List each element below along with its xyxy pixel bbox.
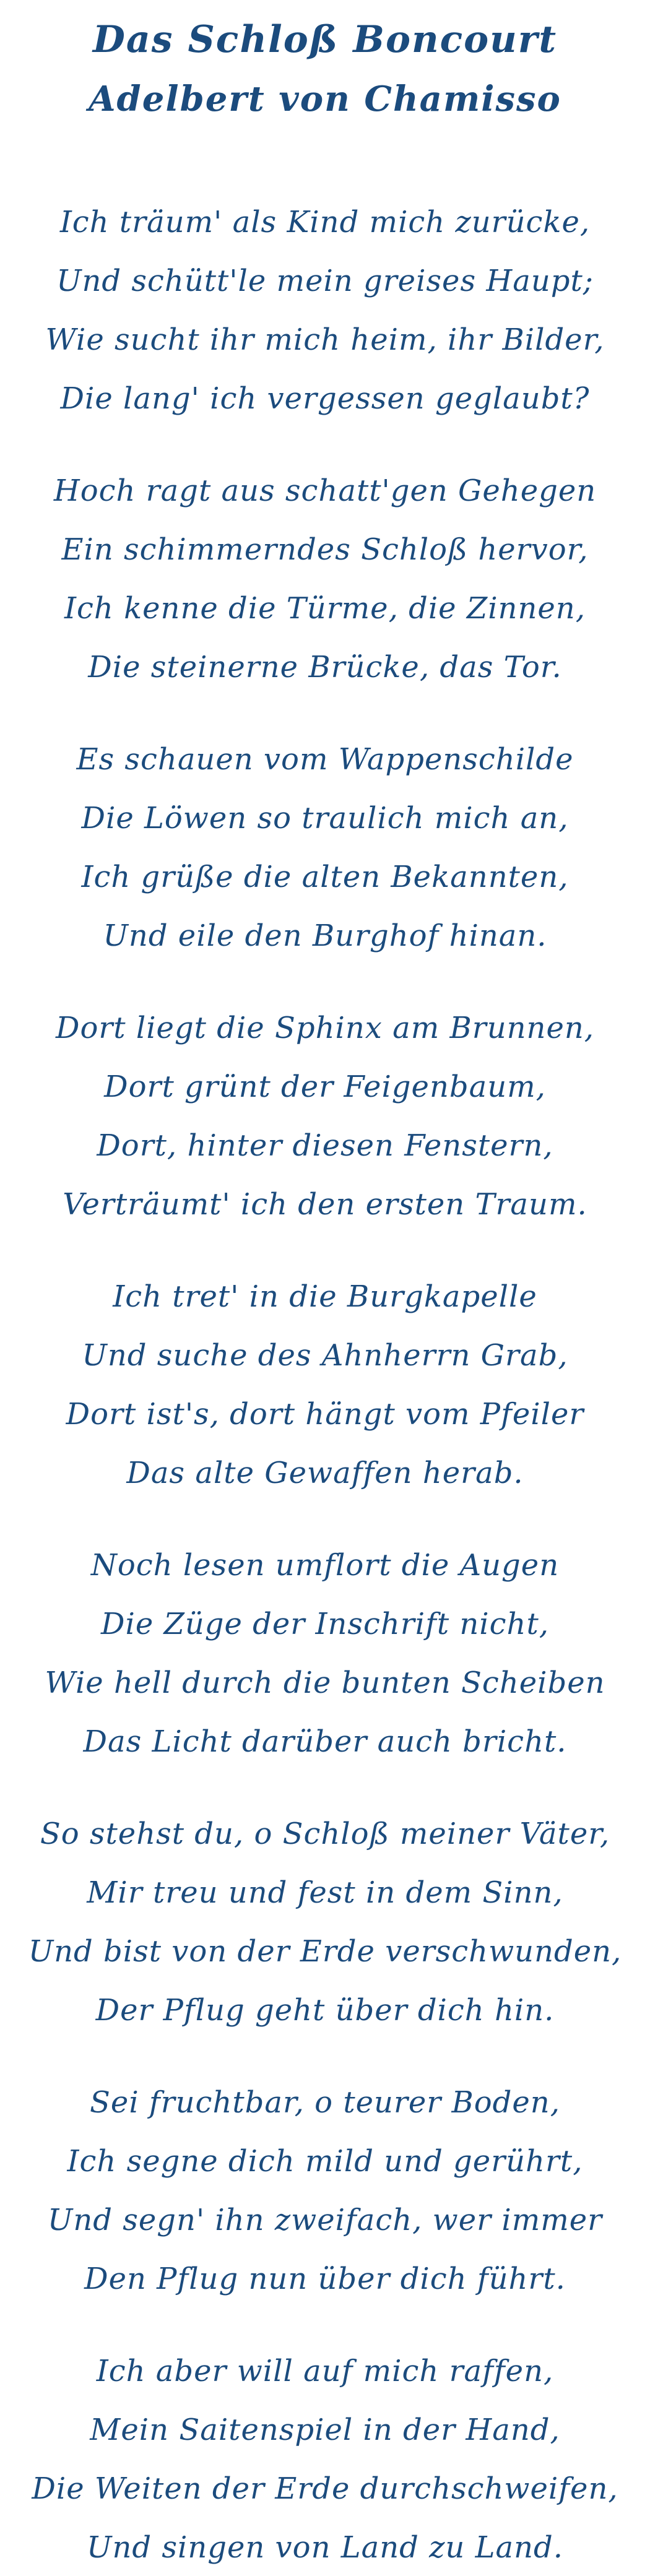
poem-line: Der Pflug geht über dich hin.: [95, 1993, 555, 2028]
poem-line: Ich tret' in die Burgkapelle: [113, 1279, 537, 1314]
poem-line: Und schütt'le mein greises Haupt;: [56, 264, 594, 298]
poem-line: Die Weiten der Erde durchschweifen,: [32, 2471, 618, 2506]
poem-line: Und suche des Ahnherrn Grab,: [82, 1338, 568, 1373]
poem-title: Das Schloß Boncourt: [92, 18, 558, 61]
poem-line: Wie hell durch die bunten Scheiben: [45, 1666, 605, 1700]
poem-line: Hoch ragt aus schatt'gen Gehegen: [53, 473, 597, 508]
stanza-7: [0, 1805, 650, 2040]
poem-line: Dort ist's, dort hängt vom Pfeiler: [66, 1397, 584, 1432]
poem-line: Noch lesen umflort die Augen: [90, 1548, 560, 1583]
poem-line: Und segn' ihn zweifach, wer immer: [47, 2203, 603, 2237]
stanza-8: [0, 2073, 650, 2309]
poem-line: Die Löwen so traulich mich an,: [81, 801, 569, 836]
stanza-6: [0, 1536, 650, 1771]
poem-line: Das Licht darüber auch bricht.: [83, 1724, 567, 1759]
poem-line: Es schauen vom Wappenschilde: [76, 742, 574, 777]
poem-line: Verträumt' ich den ersten Traum.: [63, 1187, 587, 1222]
poem-line: Ich träum' als Kind mich zurücke,: [59, 205, 591, 240]
poem-line: Ich segne dich mild und gerührt,: [67, 2144, 583, 2179]
poem-line: Mir treu und fest in dem Sinn,: [87, 1875, 563, 1910]
poem-line: Das alte Gewaffen herab.: [126, 1456, 524, 1490]
poem-line: Die Züge der Inschrift nicht,: [100, 1607, 549, 1641]
stanza-9: [0, 2342, 650, 2576]
poem-line: Wie sucht ihr mich heim, ihr Bilder,: [45, 322, 605, 357]
poem-line: Und eile den Burghof hinan.: [103, 918, 547, 953]
poem-line: Dort liegt die Sphinx am Brunnen,: [55, 1011, 595, 1045]
poem-line: So stehst du, o Schloß meiner Väter,: [40, 1817, 610, 1851]
poem-line: Den Pflug nun über dich führt.: [84, 2262, 566, 2296]
poem-line: Und bist von der Erde verschwunden,: [28, 1934, 622, 1969]
poem-line: Die lang' ich vergessen geglaubt?: [60, 381, 590, 416]
stanza-2: [0, 462, 650, 697]
poem-line: Dort, hinter diesen Fenstern,: [97, 1128, 553, 1163]
stanza-4: [0, 999, 650, 1234]
title-block: [0, 10, 650, 129]
poem-line: Ich aber will auf mich raffen,: [96, 2354, 554, 2388]
poem-line: Die steinerne Brücke, das Tor.: [88, 650, 562, 685]
poem-author: Adelbert von Chamisso: [89, 79, 561, 119]
poem-line: Und singen von Land zu Land.: [87, 2530, 563, 2565]
poem-line: Sei fruchtbar, o teurer Boden,: [90, 2085, 560, 2120]
stanza-1: [0, 193, 650, 428]
stanza-3: [0, 730, 650, 966]
poem-line: Ein schimmerndes Schloß hervor,: [61, 532, 589, 567]
poem-line: Dort grünt der Feigenbaum,: [104, 1070, 546, 1104]
poem-line: Mein Saitenspiel in der Hand,: [90, 2413, 560, 2447]
stanza-5: [0, 1268, 650, 1503]
poem-line: Ich kenne die Türme, die Zinnen,: [64, 591, 586, 626]
poem-line: Ich grüße die alten Bekannten,: [81, 860, 569, 894]
